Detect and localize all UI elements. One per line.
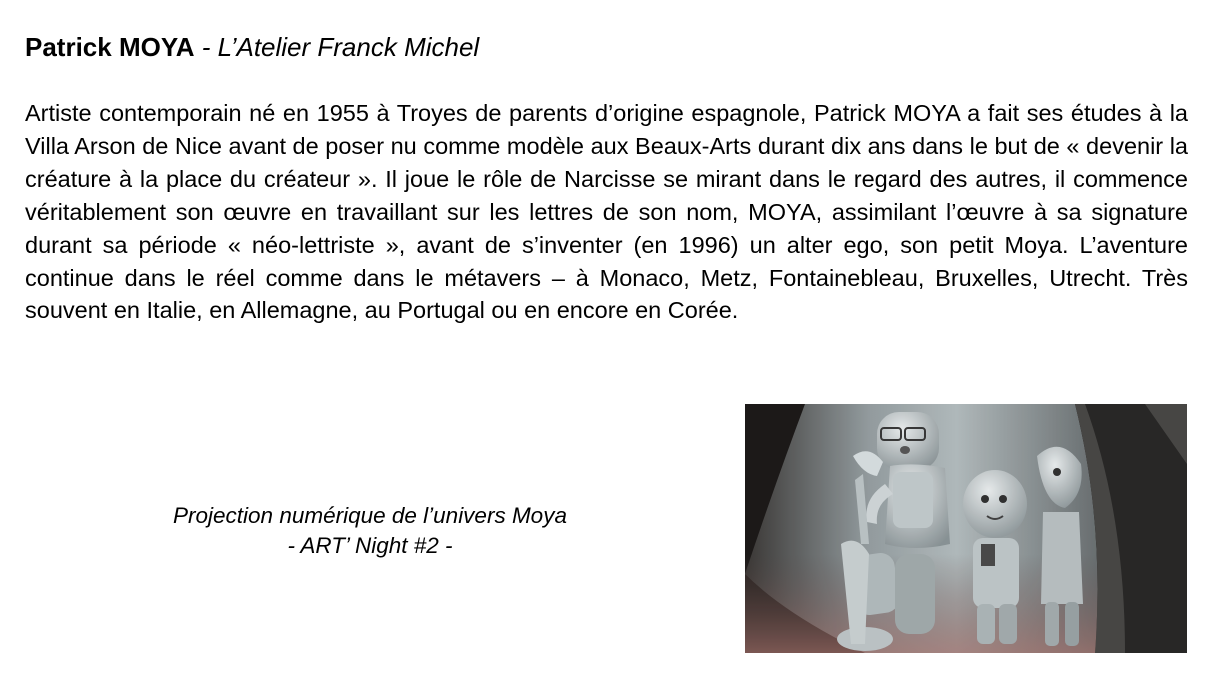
page-title bbox=[25, 30, 479, 64]
artist-name: Patrick MOYA bbox=[25, 32, 195, 62]
photo-caption bbox=[100, 501, 640, 561]
caption-line-1: Projection numérique de l’univers Moya bbox=[173, 503, 567, 528]
atelier-subtitle: L’Atelier Franck Michel bbox=[217, 32, 480, 62]
caption-line-2: - ART’ Night #2 - bbox=[287, 533, 453, 558]
projection-photo bbox=[745, 404, 1187, 653]
title-separator: - bbox=[194, 32, 218, 62]
biography-paragraph: Artiste contemporain né en 1955 à Troyes de parents d’origine espagnole, Patrick MOYA a fait ses études à la Villa Arson de Nice avant de poser nu comme modèle aux Beaux-Arts durant dix ans dans le but de « devenir la créature à la place du créateur ». Il joue le rôle de Narcisse se mirant dans le regard des autres, il commence véritablement son œuvre en travaillant sur les lettres de son nom, MOYA, assimilant l’œuvre à sa signature durant sa période « néo-lettriste », avant de s’inventer (en 1996) un alter ego, son petit Moya. L’aventure continue dans le réel comme dans le métavers – à Monaco, Metz, Fontainebleau, Bruxelles, Utrecht. Très souvent en Italie, en Allemagne, au Portugal ou en encore en Corée. bbox=[25, 100, 1188, 324]
